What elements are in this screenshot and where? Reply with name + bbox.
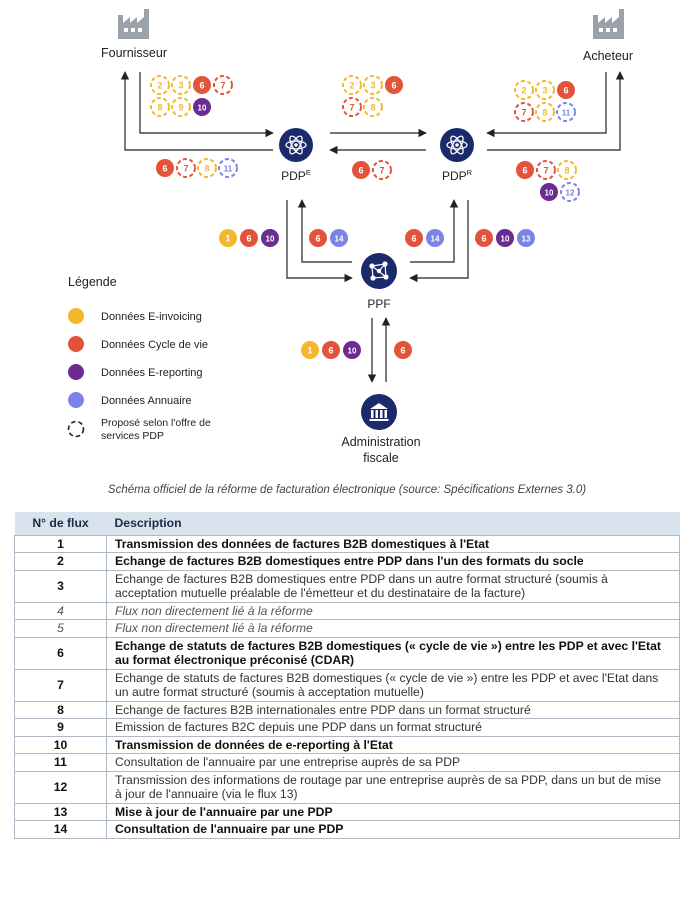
flow-group-pdpe_pdpr xyxy=(343,76,403,116)
flow-group-pdpe_fournisseur xyxy=(156,159,237,177)
flow-badge-label: 10 xyxy=(544,188,554,198)
table-row xyxy=(15,602,680,620)
flow-badge-label: 7 xyxy=(183,163,189,174)
flow-badge-label: 2 xyxy=(349,80,355,91)
legend-swatch xyxy=(68,392,84,408)
admin-label-line2: fiscale xyxy=(363,451,399,465)
flow-badge-label: 8 xyxy=(542,107,548,118)
legend-optional-swatch xyxy=(69,422,84,437)
flow-badge-label: 2 xyxy=(521,85,527,96)
flow-description-cell: Flux non directement lié à la réforme xyxy=(107,620,680,638)
legend-items xyxy=(68,308,208,408)
flow-group-pdpr_pdpe xyxy=(352,161,391,179)
legend-label: Données Cycle de vie xyxy=(101,339,209,351)
flow-number-cell: 1 xyxy=(15,535,107,553)
flow-description-cell: Flux non directement lié à la réforme xyxy=(107,602,680,620)
legend-title: Légende xyxy=(68,275,117,289)
flow-group-pdpr_ppf xyxy=(475,229,535,247)
table-row xyxy=(15,553,680,571)
flow-badge-label: 3 xyxy=(542,85,548,96)
legend-swatch xyxy=(68,364,84,380)
flow-description-cell: Echange de factures B2B internationales entre PDP dans un format structuré xyxy=(107,701,680,719)
flow-group-admin_ppf xyxy=(394,341,412,359)
table-row xyxy=(15,719,680,737)
pdp-r-node xyxy=(440,128,474,162)
flow-badge-label: 7 xyxy=(543,165,549,176)
flow-badge-label: 6 xyxy=(522,165,528,176)
flow-description-cell: Echange de factures B2B domestiques entre PDP dans l'un des formats du socle xyxy=(107,553,680,571)
flow-badge-label: 6 xyxy=(411,233,417,244)
flow-number-cell: 7 xyxy=(15,669,107,701)
flow-badge-label: 10 xyxy=(197,103,207,113)
acheteur-factory-icon xyxy=(593,9,624,39)
flow-description-cell: Mise à jour de l'annuaire par une PDP xyxy=(107,803,680,821)
flow-number-cell: 13 xyxy=(15,803,107,821)
flow-badge-label: 7 xyxy=(220,80,226,91)
table-row xyxy=(15,637,680,669)
pdp-e-label: $PDP^E$ xyxy=(281,168,311,183)
flow-description-cell: Echange de statuts de factures B2B domestiques (« cycle de vie ») entre les PDP et avec l'Etat au format électronique préconisé (CDAR) xyxy=(107,637,680,669)
flow-number-cell: 11 xyxy=(15,754,107,772)
table-row xyxy=(15,771,680,803)
flow-number-cell: 6 xyxy=(15,637,107,669)
table-body xyxy=(15,535,680,838)
legend-optional-line2: services PDP xyxy=(101,430,165,442)
table-row xyxy=(15,821,680,839)
flow-badge-label: 6 xyxy=(199,80,205,91)
flow-badge-label: 7 xyxy=(379,165,385,176)
flow-badge-label: 10 xyxy=(500,234,510,244)
table-row xyxy=(15,570,680,602)
table-row xyxy=(15,701,680,719)
flow-badge-label: 6 xyxy=(563,85,569,96)
legend-swatch xyxy=(68,336,84,352)
legend-label: Données E-invoicing xyxy=(101,311,202,323)
flow-badge-label: 10 xyxy=(347,346,357,356)
flow-badge-label: 11 xyxy=(561,108,571,118)
flow-badge-label: 1 xyxy=(225,233,231,244)
flow-group-pdpr_acheteur xyxy=(516,161,579,201)
flow-group-ppf_pdpr xyxy=(405,229,444,247)
flow-badge-label: 14 xyxy=(334,234,344,244)
admin-label-line1: Administration xyxy=(341,435,421,449)
flow-group-pdpe_ppf xyxy=(219,229,279,247)
flow-number-cell: 10 xyxy=(15,736,107,754)
flow-group-ppf_admin xyxy=(301,341,361,359)
flow-badge-label: 9 xyxy=(178,102,184,113)
acheteur-label: Acheteur xyxy=(582,49,634,63)
flow-number-cell: 12 xyxy=(15,771,107,803)
header-description: Description xyxy=(114,516,182,530)
flow-group-acheteur_pdpr xyxy=(515,81,575,121)
table-header-row xyxy=(15,512,680,535)
flow-badge-label: 11 xyxy=(223,164,233,174)
flow-badge-label: 14 xyxy=(430,234,440,244)
flow-number-cell: 2 xyxy=(15,553,107,571)
flow-description-cell: Transmission de données de e-reporting à l'Etat xyxy=(107,736,680,754)
legend-label: Données Annuaire xyxy=(101,395,192,407)
flow-badge-label: 2 xyxy=(157,80,163,91)
flow-description-cell: Consultation de l'annuaire par une PDP xyxy=(107,821,680,839)
flow-badge-label: 8 xyxy=(204,163,210,174)
flow-number-cell: 8 xyxy=(15,701,107,719)
flow-description-cell: Emission de factures B2C depuis une PDP dans un format structuré xyxy=(107,719,680,737)
flow-badge-label: 3 xyxy=(370,80,376,91)
flow-number-cell: 3 xyxy=(15,570,107,602)
flow-badge-label: 3 xyxy=(178,80,184,91)
table-row xyxy=(15,736,680,754)
flow-badge-label: 6 xyxy=(400,345,406,356)
flow-description-cell: Transmission des données de factures B2B domestiques à l'Etat xyxy=(107,535,680,553)
flow-description-cell: Echange de statuts de factures B2B domestiques (« cycle de vie ») entre les PDP et avec l'Etat dans un autre format structuré (soumis à acceptation mutuelle) xyxy=(107,669,680,701)
table-row xyxy=(15,669,680,701)
flow-number-cell: 9 xyxy=(15,719,107,737)
pdp-r-label: $PDP^R$ xyxy=(441,168,473,183)
flow-badge-label: 10 xyxy=(265,234,275,244)
legend-swatch xyxy=(68,308,84,324)
pdp-e-node xyxy=(279,128,313,162)
flow-number-cell: 14 xyxy=(15,821,107,839)
header-flow-number: N° de flux xyxy=(32,516,89,530)
flow-badge-label: 8 xyxy=(157,102,163,113)
flow-description-cell: Consultation de l'annuaire par une entreprise auprès de sa PDP xyxy=(107,754,680,772)
flow-description-cell: Transmission des informations de routage par une entreprise auprès de sa PDP, dans un but de mise à jour de l'annuaire (via le flux 13) xyxy=(107,771,680,803)
flow-badge-label: 7 xyxy=(349,102,355,113)
flow-badge-label: 8 xyxy=(564,165,570,176)
flow-badge-label: 13 xyxy=(521,234,531,244)
network-icon xyxy=(370,262,388,280)
table-row xyxy=(15,803,680,821)
ppf-label: PPF xyxy=(367,297,391,311)
flow-badge-label: 8 xyxy=(370,102,376,113)
flow-table xyxy=(14,512,680,839)
table-row xyxy=(15,754,680,772)
flow-badge-label: 6 xyxy=(358,165,364,176)
legend xyxy=(68,275,211,442)
flow-badge-label: 6 xyxy=(162,163,168,174)
table-row xyxy=(15,535,680,553)
flow-number-cell: 4 xyxy=(15,602,107,620)
flow-description-cell: Echange de factures B2B domestiques entre PDP dans un autre format structuré (soumis à acceptation mutuelle préalable de l'émetteur et du destinataire de la facture) xyxy=(107,570,680,602)
fournisseur-factory-icon xyxy=(118,9,149,39)
flow-badge-label: 12 xyxy=(565,188,575,198)
flow-badge-label: 6 xyxy=(391,80,397,91)
flow-badge-label: 7 xyxy=(521,107,527,118)
table-row xyxy=(15,620,680,638)
fournisseur-label: Fournisseur xyxy=(101,46,167,60)
admin-node xyxy=(361,394,397,430)
flow-group-ppf_pdpe xyxy=(309,229,348,247)
flow-badge-label: 6 xyxy=(315,233,321,244)
diagram-caption: Schéma officiel de la réforme de facturation électronique (source: Spécifications Externes 3.0) xyxy=(107,484,587,496)
flow-number-cell: 5 xyxy=(15,620,107,638)
flow-badge-label: 6 xyxy=(246,233,252,244)
flow-badges xyxy=(151,76,579,359)
legend-label: Données E-reporting xyxy=(101,367,203,379)
flow-badge-label: 6 xyxy=(328,345,334,356)
ppf-node xyxy=(361,253,397,289)
legend-optional-line1: Proposé selon l'offre de xyxy=(101,417,211,429)
flow-badge-label: 1 xyxy=(307,345,313,356)
flow-group-fournisseur_pdpe xyxy=(151,76,232,116)
flow-badge-label: 6 xyxy=(481,233,487,244)
